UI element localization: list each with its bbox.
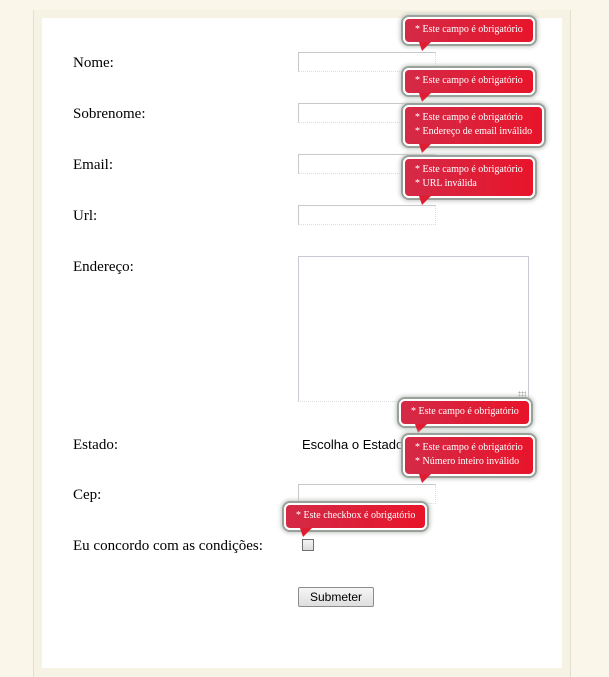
- error-message: * Este campo é obrigatório: [411, 406, 519, 417]
- cep-error-tooltip[interactable]: [403, 435, 535, 476]
- estado-error-tooltip[interactable]: [399, 399, 531, 426]
- email-error-tooltip[interactable]: [403, 105, 544, 146]
- error-message: * Este campo é obrigatório: [415, 24, 523, 35]
- conditions-checkbox[interactable]: [302, 539, 314, 551]
- error-message: * Este campo é obrigatório: [415, 112, 523, 123]
- email-label: Email:: [73, 157, 113, 173]
- endereco-textarea[interactable]: [298, 256, 529, 402]
- error-message: * Este campo é obrigatório: [415, 164, 523, 175]
- error-message: * URL inválida: [415, 178, 477, 189]
- error-message: * Número inteiro inválido: [415, 456, 520, 467]
- url-error-tooltip[interactable]: [403, 157, 535, 198]
- submit-button[interactable]: Submeter: [298, 587, 374, 607]
- error-message: * Este campo é obrigatório: [415, 442, 523, 453]
- cep-label: Cep:: [73, 487, 102, 503]
- nome-label: Nome:: [73, 55, 114, 71]
- error-message: * Este checkbox é obrigatório: [296, 510, 416, 521]
- error-message: * Este campo é obrigatório: [415, 75, 523, 86]
- estado-label: Estado:: [73, 437, 118, 453]
- estado-select[interactable]: Escolha o Estado: [298, 434, 428, 456]
- sobrenome-label: Sobrenome:: [73, 106, 146, 122]
- sobrenome-error-tooltip[interactable]: [403, 68, 535, 95]
- error-message: * Endereço de email inválido: [415, 126, 533, 137]
- checkbox-error-tooltip[interactable]: [284, 503, 427, 530]
- resize-grip-icon[interactable]: [518, 391, 526, 399]
- url-input[interactable]: [298, 205, 436, 225]
- url-label: Url:: [73, 208, 98, 224]
- form-footer-strip: [42, 668, 562, 677]
- conditions-label: Eu concordo com as condições:: [73, 538, 263, 554]
- nome-error-tooltip[interactable]: [403, 17, 535, 44]
- cep-input[interactable]: [298, 484, 436, 504]
- endereco-label: Endereço:: [73, 259, 134, 275]
